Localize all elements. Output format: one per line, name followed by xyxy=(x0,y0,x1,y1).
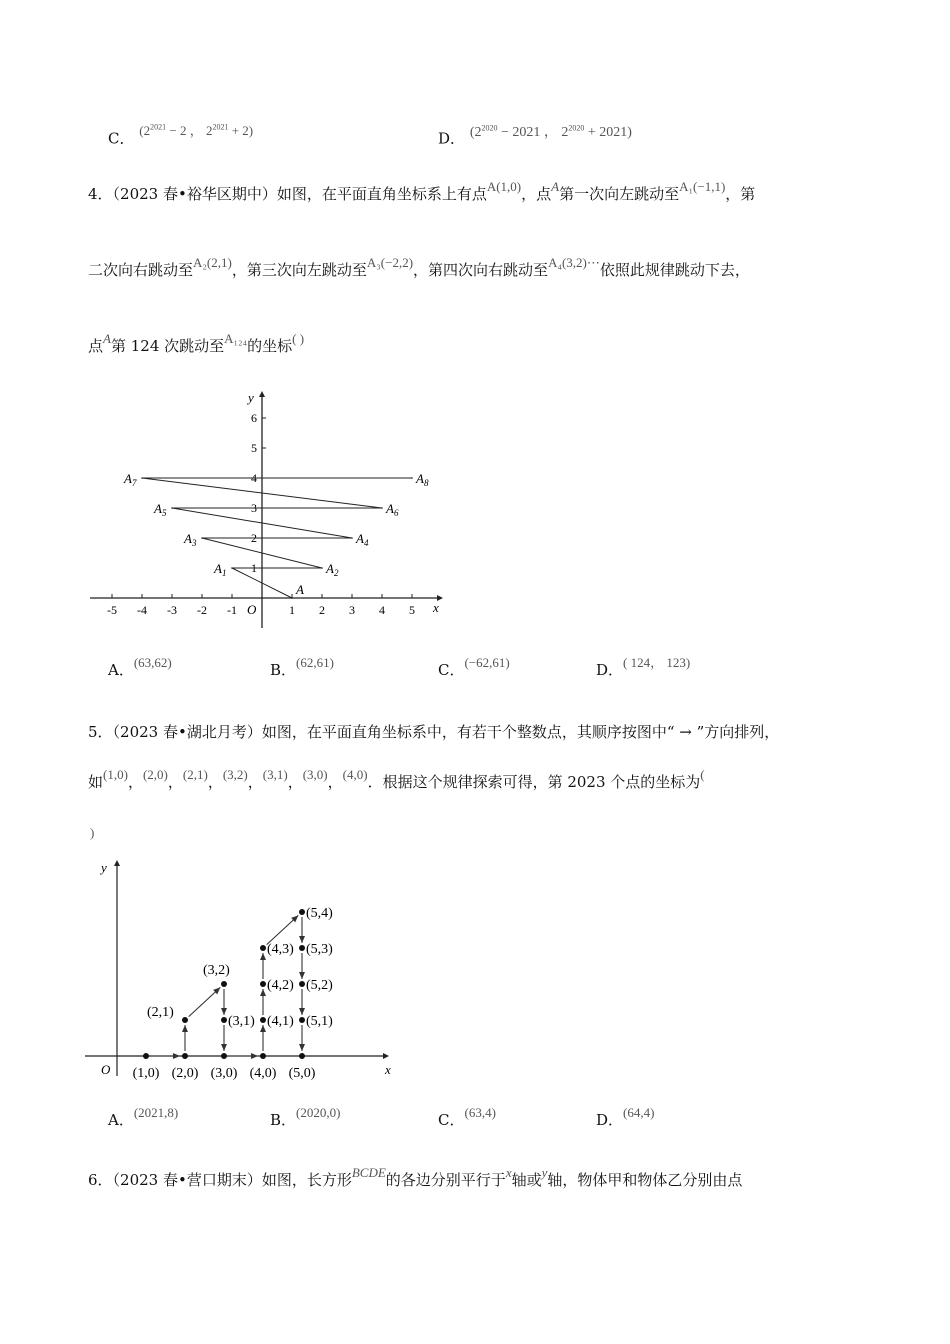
q5-close-paren: ) xyxy=(90,825,95,840)
x-tick-label: -2 xyxy=(197,603,207,617)
sequence-arrow-head-icon xyxy=(221,1008,227,1015)
point-label: $A_1$ xyxy=(214,561,227,578)
point-label: $A_2$ xyxy=(326,561,339,578)
q5-figure xyxy=(85,854,405,1086)
sequence-arrow-head-icon xyxy=(299,972,305,979)
y-axis-arrow-icon xyxy=(114,860,120,866)
q4-line-2: 二次向右跳动至A₂(2,1)，第三次向左跳动至A₃(−2,2)，第四次向右跳动至A₄(3,2)⋯依照此规律跳动下去， xyxy=(88,255,750,279)
x-tick-label: 1 xyxy=(289,603,295,617)
point xyxy=(260,1017,266,1023)
option-label: D． xyxy=(438,129,466,148)
y-axis-label: y xyxy=(248,390,254,405)
y-tick-label: 5 xyxy=(251,441,257,455)
point-label: (3,1) xyxy=(228,1014,255,1029)
point xyxy=(182,1053,188,1059)
point-a8 xyxy=(411,477,413,479)
point-a3 xyxy=(201,537,203,539)
sequence-arrow-head-icon xyxy=(221,1044,227,1051)
q4-option-b[interactable]: B．(62,61) xyxy=(270,655,334,679)
point-label: (5,4) xyxy=(306,906,333,921)
x-axis-label: x xyxy=(433,600,439,615)
q4-plot xyxy=(90,390,443,628)
x-tick-label: 2 xyxy=(319,603,325,617)
point-label: $A_4$ xyxy=(356,531,369,548)
point-a2 xyxy=(321,567,323,569)
point-label: $A_6$ xyxy=(386,501,399,518)
x-axis-label: x xyxy=(385,1062,391,1077)
q5-option-b[interactable]: B．(2020,0) xyxy=(270,1105,341,1129)
q5-plot xyxy=(85,860,391,1081)
option-label: C． xyxy=(108,129,135,148)
point-label: (1,0) xyxy=(132,1066,160,1081)
point-label: (5,0) xyxy=(288,1066,316,1081)
point xyxy=(143,1053,149,1059)
sequence-arrow-head-icon xyxy=(173,1053,180,1059)
y-tick-label: 4 xyxy=(251,471,257,485)
point xyxy=(260,981,266,987)
point xyxy=(299,981,305,987)
origin-label: O xyxy=(247,602,257,617)
q4-line-3: 点A第 124 次跳动至A₁₂₄的坐标( ) xyxy=(88,331,305,355)
q5-option-a[interactable]: A．(2021,8) xyxy=(108,1105,179,1129)
point-a4 xyxy=(351,537,353,539)
q6-line-1: 6．（2023 春•营口期末）如图，长方形BCDE的各边分别平行于x轴或y轴，物体甲和物体乙分别由点 xyxy=(88,1165,743,1189)
x-axis-arrow-icon xyxy=(383,1053,389,1059)
x-tick-label: -4 xyxy=(137,603,147,617)
point-label: (4,0) xyxy=(249,1066,277,1081)
jump-path xyxy=(142,478,412,598)
point-label: (2,1) xyxy=(147,1005,174,1020)
point-a xyxy=(291,597,293,599)
x-tick-label: -1 xyxy=(227,603,237,617)
point-a1 xyxy=(231,567,233,569)
option-value: ($2^{2021} - 2$ ， $2^{2021} + 2$) xyxy=(139,123,254,139)
q5-option-c[interactable]: C．(63,4) xyxy=(438,1105,496,1129)
point-label: $A_7$ xyxy=(124,471,137,488)
q4-option-a[interactable]: A．(63,62) xyxy=(108,655,172,679)
point xyxy=(221,1017,227,1023)
q5-option-d[interactable]: D．(64,4) xyxy=(596,1105,655,1129)
point-label: $A_8$ xyxy=(416,471,429,488)
point xyxy=(299,945,305,951)
x-tick-label: -3 xyxy=(167,603,177,617)
point xyxy=(299,909,305,915)
point-label: (4,2) xyxy=(267,978,294,993)
q3-option-c[interactable] xyxy=(108,123,254,149)
q4-line-1: 4．（2023 春•裕华区期中）如图，在平面直角坐标系上有点A(1,0)，点A第一次向左跳动至A₁(−1,1)，第 xyxy=(88,179,756,203)
q4-option-d[interactable]: D．( 124， 123) xyxy=(596,655,691,679)
x-tick-label: 5 xyxy=(409,603,415,617)
sequence-arrow-head-icon xyxy=(251,1053,258,1059)
point xyxy=(221,981,227,987)
sequence-arrow-head-icon xyxy=(299,1008,305,1015)
q3-option-d[interactable] xyxy=(438,123,632,151)
sequence-arrow-head-icon xyxy=(182,1025,188,1032)
y-axis-arrow-icon xyxy=(259,391,265,397)
point xyxy=(260,945,266,951)
point-label: (5,2) xyxy=(306,978,333,993)
x-tick-label: 4 xyxy=(379,603,385,617)
point-a6 xyxy=(381,507,383,509)
sequence-arrow-head-icon xyxy=(299,936,305,943)
sequence-arrow-head-icon xyxy=(260,953,266,960)
point xyxy=(299,1017,305,1023)
y-tick-label: 1 xyxy=(251,561,257,575)
point-label: $A_3$ xyxy=(184,531,197,548)
point-label: A xyxy=(296,582,304,597)
point-label: (4,3) xyxy=(267,942,294,957)
point-label: (5,1) xyxy=(306,1014,333,1029)
y-tick-label: 6 xyxy=(251,411,257,425)
y-tick-label: 2 xyxy=(251,531,257,545)
point-label: (3,0) xyxy=(210,1066,238,1081)
q5-line-1: 5．（2023 春•湖北月考）如图，在平面直角坐标系中，有若干个整数点，其顺序按图中“ → ”方向排列， xyxy=(88,723,780,741)
point-label: (4,1) xyxy=(267,1014,294,1029)
point-a5 xyxy=(171,507,173,509)
point-a7 xyxy=(141,477,143,479)
point xyxy=(260,1053,266,1059)
sequence-arrow-head-icon xyxy=(260,1025,266,1032)
point xyxy=(182,1017,188,1023)
q4-figure xyxy=(85,388,455,636)
point-label: (2,0) xyxy=(171,1066,199,1081)
q4-option-c[interactable]: C．(−62,61) xyxy=(438,655,510,679)
y-axis-label: y xyxy=(101,860,107,875)
y-tick-label: 3 xyxy=(251,501,257,515)
point-label: (3,2) xyxy=(203,963,230,978)
x-tick-label: -5 xyxy=(107,603,117,617)
point xyxy=(299,1053,305,1059)
x-tick-label: 3 xyxy=(349,603,355,617)
sequence-arrow-head-icon xyxy=(260,989,266,996)
option-value: ($2^{2020} - 2021$ ， $2^{2020} + 2021$) xyxy=(469,123,632,140)
sequence-arrow-head-icon xyxy=(299,1044,305,1051)
q5-line-2: 如(1,0)，(2,0)，(2,1)，(3,2)，(3,1)，(3,0)，(4,0)．根据这个规律探索可得，第 2023 个点的坐标为( xyxy=(88,767,705,791)
origin-label: O xyxy=(101,1062,111,1077)
point-label: $A_5$ xyxy=(154,501,167,518)
point-label: (5,3) xyxy=(306,942,333,957)
point xyxy=(221,1053,227,1059)
